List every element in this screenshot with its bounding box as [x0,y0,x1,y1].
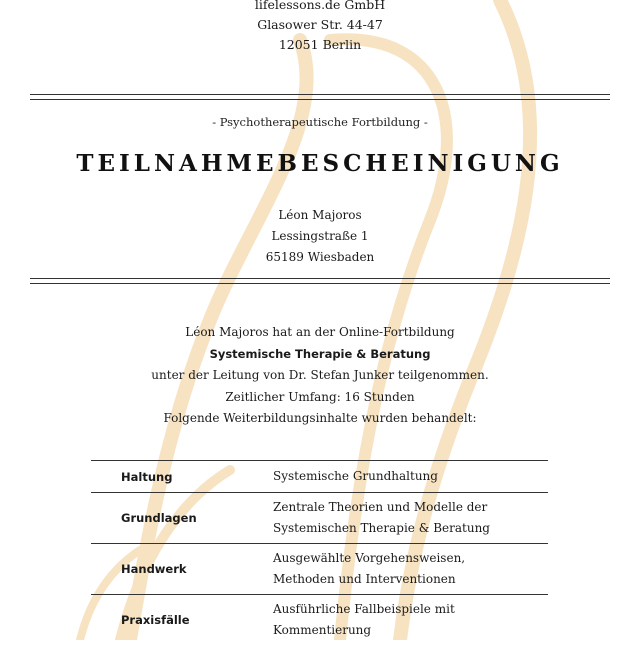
recipient-city: 65189 Wiesbaden [0,247,640,268]
divider-bottom [30,278,610,284]
topic-description-line: Systemische Grundhaltung [273,466,548,487]
certificate-subtitle: - Psychotherapeutische Fortbildung - [0,115,640,129]
body-line-duration: Zeitlicher Umfang: 16 Stunden [0,387,640,409]
topic-category: Handwerk [91,544,273,595]
topic-description-line: Kommentierung [273,620,548,641]
topic-description [273,595,548,645]
issuer-street: Glasower Str. 44-47 [0,15,640,35]
topic-description-line: Systemischen Therapie & Beratung [273,518,548,539]
topic-description [273,493,548,544]
topic-description-line: Ausführliche Fallbeispiele mit [273,599,548,620]
topic-category: Haltung [91,461,273,493]
course-title: Systemische Therapie & Beratung [0,344,640,366]
table-row [91,544,548,595]
divider-top [30,94,610,100]
table-row [91,461,548,493]
recipient-name: Léon Majoros [0,205,640,226]
topic-description-line: Ausgewählte Vorgehensweisen, [273,548,548,569]
topic-description-line: Methoden und Interventionen [273,569,548,590]
body-line-contents-intro: Folgende Weiterbildungsinhalte wurden behandelt: [0,408,640,430]
topic-description [273,461,548,493]
body-line-instructor: unter der Leitung von Dr. Stefan Junker teilgenommen. [0,365,640,387]
topic-description-line: Zentrale Theorien und Modelle der [273,497,548,518]
certificate-title: TEILNAHMEBESCHEINIGUNG [0,150,640,177]
body-line-participation: Léon Majoros hat an der Online-Fortbildung [0,322,640,344]
topic-description [273,544,548,595]
table-row [91,493,548,544]
certificate-body [0,322,640,430]
issuer-address [0,0,640,55]
topics-table [91,460,548,645]
issuer-city: 12051 Berlin [0,35,640,55]
issuer-name: lifelessons.de GmbH [0,0,640,15]
recipient-street: Lessingstraße 1 [0,226,640,247]
topic-category: Praxisfälle [91,595,273,645]
topic-category: Grundlagen [91,493,273,544]
table-row [91,595,548,645]
recipient-address [0,205,640,268]
